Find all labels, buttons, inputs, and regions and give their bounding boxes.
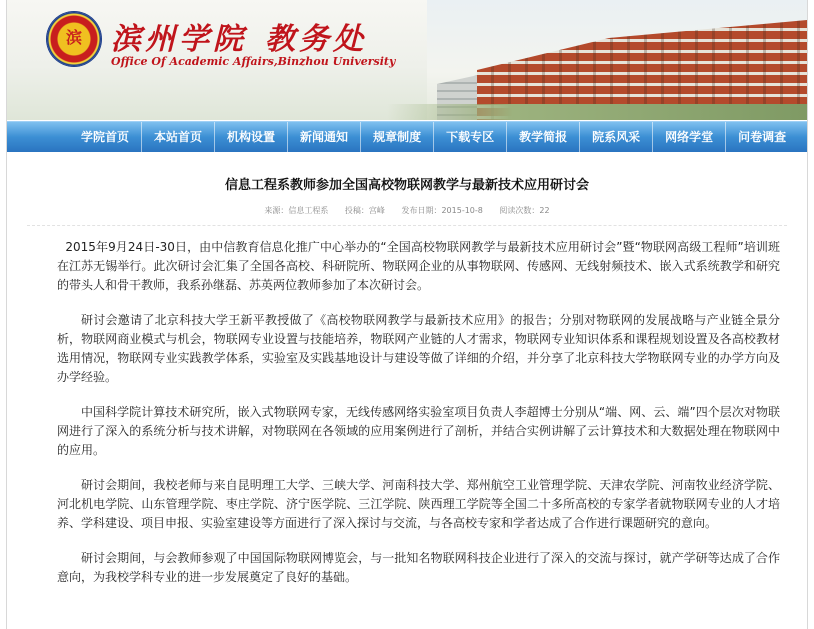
nav-item-organization[interactable]: 机构设置 xyxy=(215,122,288,152)
article-title: 信息工程系教师参加全国高校物联网教学与最新技术应用研讨会 xyxy=(224,178,589,193)
nav-item-online-school[interactable]: 网络学堂 xyxy=(653,122,726,152)
article-paragraph: 研讨会期间，与会教师参观了中国国际物联网博览会，与一批知名物联网科技企业进行了深入的交流与探讨，就产学研等达成了合作意向，为我校学科专业的进一步发展奠定了良好的基础。 xyxy=(57,551,780,584)
article-paragraph: 研讨会邀请了北京科技大学王新平教授做了《高校物联网教学与最新技术应用》的报告；分别对物联网的发展战略与产业链全景分析，物联网商业模式与机会，物联网专业设置与技能培养，物联网产业链的人才需求，物联网专业知识体系和课程规划设置及各高校教材选用情况，物联网专业实践教学体系，实验室及实践基地设计与建设等做了详细的介绍，并分享了北京科技大学物联网专业的办学方向及办学经验。 xyxy=(57,313,780,384)
nav-item-regulations[interactable]: 规章制度 xyxy=(361,122,434,152)
page-container xyxy=(6,0,808,629)
nav-item-departments[interactable]: 院系风采 xyxy=(580,122,653,152)
meta-date: 发布日期：2015-10-8 xyxy=(401,206,483,215)
nav-item-survey[interactable]: 问卷调查 xyxy=(738,130,787,144)
article-body xyxy=(7,226,807,587)
nav-item-briefings[interactable]: 教学简报 xyxy=(507,122,580,152)
article xyxy=(7,151,807,603)
nav-list xyxy=(7,122,807,152)
article-meta xyxy=(27,205,787,226)
meta-views: 阅读次数：22 xyxy=(499,206,550,215)
banner-lawn xyxy=(387,104,807,120)
meta-source: 来源：信息工程系 xyxy=(264,206,329,215)
office-title-cn: 教务处 xyxy=(265,22,367,57)
meta-author: 投稿：宫峰 xyxy=(344,206,385,215)
nav-item-site-home[interactable]: 本站首页 xyxy=(142,122,215,152)
nav-item-downloads[interactable]: 下载专区 xyxy=(434,122,507,152)
article-paragraph: 研讨会期间，我校老师与来自昆明理工大学、三峡大学、河南科技大学、郑州航空工业管理学院、天津农学院、河南牧业经济学院、河北机电学院、山东管理学院、枣庄学院、济宁医学院、三江学院、陕西理工学院等全国二十多所高校的专家学者就物联网专业的人才培养、学科建设、项目申报、实验室建设等方面进行了深入探讨与交流，与各高校专家和学者达成了合作进行课题研究的意向。 xyxy=(57,478,780,530)
article-paragraph: 中国科学院计算技术研究所，嵌入式物联网专家，无线传感网络实验室项目负责人李超博士分别从“端、网、云、端”四个层次对物联网进行了深入的系统分析与技术讲解，对物联网在各领域的应用案例进行了剖析，并结合实例讲解了云计算技术和大数据处理在物联网中的应用。 xyxy=(57,405,780,457)
nav-item-news[interactable]: 新闻通知 xyxy=(288,122,361,152)
school-title-cn: 滨州学院 xyxy=(111,22,247,57)
article-paragraph: 2015年9月24日-30日，由中信教育信息化推广中心举办的“全国高校物联网教学与最新技术应用研讨会”暨“物联网高级工程师”培训班在江苏无锡举行。此次研讨会汇集了全国各高校、科研院所、物联网企业的从事物联网、传感网、无线射频技术、嵌入式系统教学和研究的带头人和骨干教师，我系孙继磊、苏英两位教师参加了本次研讨会。 xyxy=(57,240,780,292)
site-title-en: Office Of Academic Affairs,Binzhou University xyxy=(111,55,396,68)
nav-item-college-home[interactable]: 学院首页 xyxy=(69,122,142,152)
seal-glyph: 滨 xyxy=(65,28,82,47)
site-title-cn xyxy=(111,14,367,58)
main-nav xyxy=(7,121,807,152)
site-banner xyxy=(7,0,807,120)
